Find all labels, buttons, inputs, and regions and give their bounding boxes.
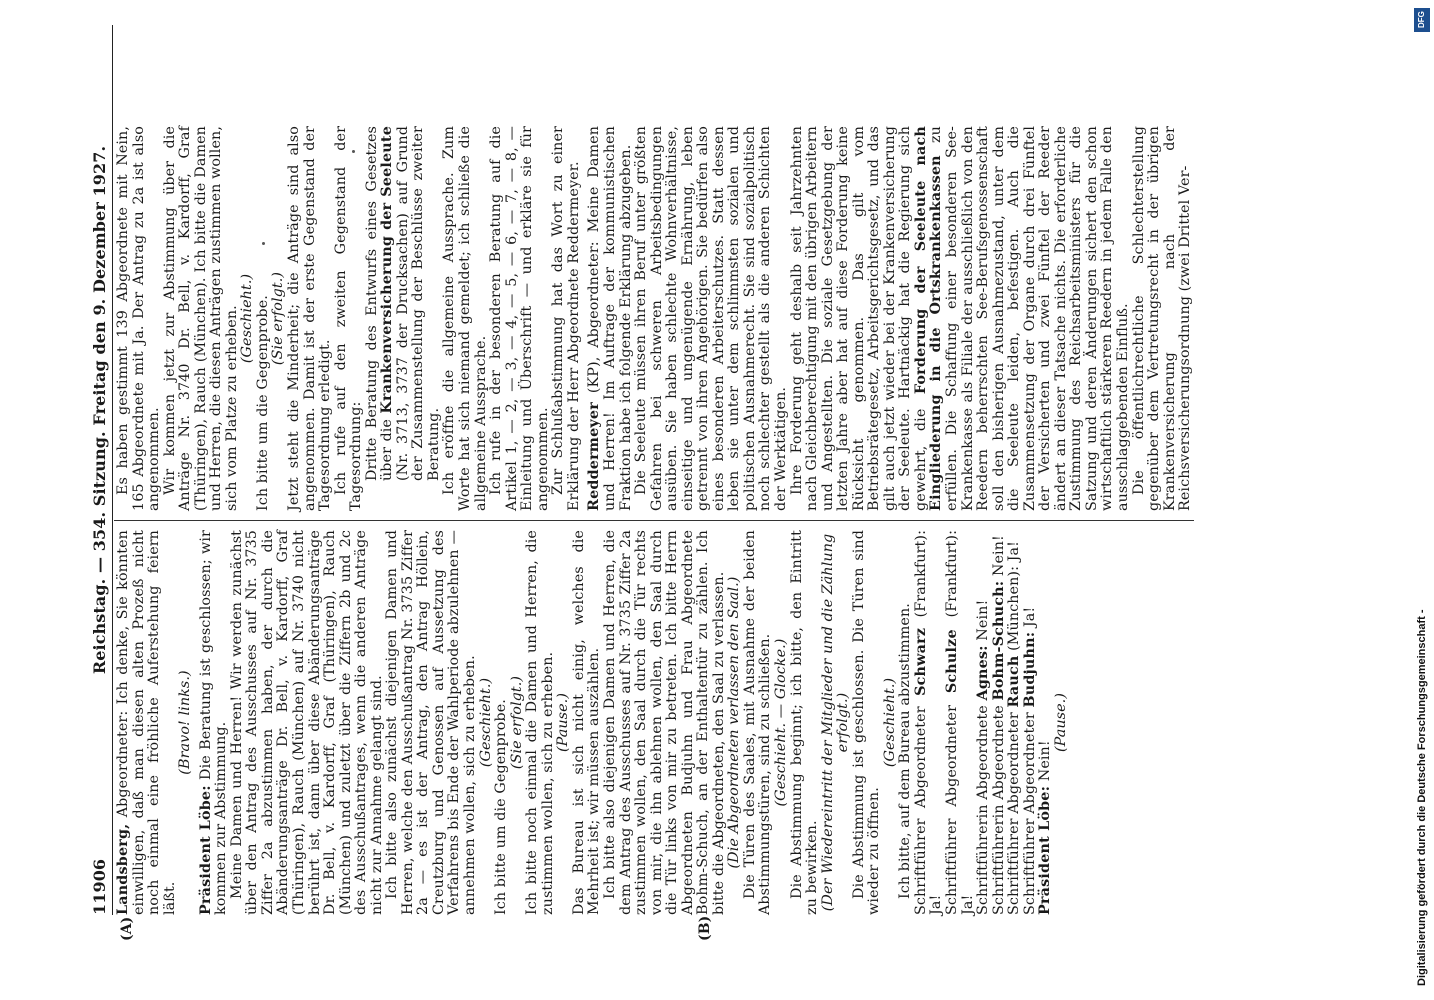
paragraph: Die Seeleute müssen ihren Beruf unter größten Gefahren bei schweren Arbeitsbedingungen ausüben. Sie haben schlechte Wohnverhältnisse, einseitige und ungenügende Ernährung, leben getrennt von ihren Angehörigen. Sie bedürfen also eines besonderen Arbeiterschutzes. Statt dessen leben sie unter dem schlimmsten sozialen und politischen Ausnahmerecht. Sie sind sozialpolitisch noch schlechter gestellt als die anderen Schichten der Werktätigen. bbox=[633, 126, 789, 511]
vote-line bbox=[992, 530, 1008, 915]
speaker-name: Landsberg, bbox=[115, 823, 131, 915]
speaker-name: Präsident Löbe: bbox=[197, 785, 214, 915]
speaker-name: Präsident Löbe: bbox=[1037, 785, 1054, 915]
vote-answer: (München): Ja! bbox=[1006, 541, 1023, 651]
right-column bbox=[116, 126, 1194, 511]
vote-role: Schriftführer Abgeordneter bbox=[912, 706, 929, 915]
speech-reddermeyer bbox=[587, 126, 634, 511]
margin-marker-b: (B) bbox=[697, 915, 713, 941]
paragraph: Es haben gestimmt 139 Abgeordnete mit Nein, 165 Abgeordnete mit Ja. Der Antrag zu 2a ist also angenommen. bbox=[115, 126, 163, 511]
dfg-note: Digitalisierung gefördert durch die Deutsche Forschungsgemeinschaft - bbox=[1416, 609, 1428, 986]
vote-line bbox=[914, 530, 945, 915]
speech-text: Ich denke, Sie könnten einwilligen, daß man diesen alten Prozeß nicht noch einmal eine fröhliche Auferstehung feiern läßt. bbox=[115, 530, 178, 915]
paragraph: Die Abstimmung beginnt; ich bitte, den Eintritt zu bewirken. bbox=[788, 530, 821, 915]
speech-landsberg bbox=[116, 530, 178, 915]
vote-role: Schriftführer Abgeordneter bbox=[1006, 712, 1023, 915]
agenda-topic: Krankenversicherung der Seeleute bbox=[379, 126, 396, 414]
emphasis: Forderung der Seeleute nach Eingliederung in die Ortskrankenkassen bbox=[912, 126, 945, 511]
speaker-name: Reddermeyer bbox=[586, 402, 603, 511]
vote-line bbox=[945, 530, 976, 915]
vote-name: Schulze bbox=[943, 629, 960, 694]
agenda-item bbox=[365, 126, 443, 511]
vote-name: Agnes: bbox=[975, 645, 992, 701]
stage-direction: (Sie erfolgt.) bbox=[508, 675, 525, 770]
dfg-logo: DFG bbox=[1414, 8, 1430, 32]
paragraph: Die öffentlichrechtliche Schlechterstellung gegenüber dem Vertretungsrecht in der übrigen Krankenversicherung nach der Reichsversicherungsordnung (zwei Drittel Ver- bbox=[1130, 126, 1194, 511]
margin-marker-d bbox=[698, 0, 714, 1]
speech-text: Die Beratung ist geschlossen; wir kommen zur Abstimmung. bbox=[197, 530, 230, 915]
paragraph: Jetzt steht die Minderheit; die Anträge sind also angenommen. Damit ist der erste Gegenstand der Tagesordnung erledigt. bbox=[286, 126, 334, 511]
paragraph: Das Bureau ist sich nicht einig, welches die Mehrheit ist; wir müssen auszählen. bbox=[570, 530, 603, 915]
dfg-note-strip bbox=[1412, 8, 1432, 992]
stage-direction: (Sie erfolgt.) bbox=[270, 271, 287, 366]
vote-role: Schriftführerin Abgeordnete bbox=[975, 705, 992, 915]
paragraph: Zur Schlußabstimmung hat das Wort zu einer Erklärung der Herr Abgeordnete Reddermeyer. bbox=[550, 126, 582, 511]
stage-direction: (Der Wiedereintritt der Mitglieder und die Zählung erfolgt.) bbox=[819, 533, 852, 912]
vote-line bbox=[976, 530, 992, 915]
paragraph: Meine Damen und Herren! Wir werden zunächst über den Antrag des Ausschusses auf Nr. 3735 Ziffer 2a abzustimmen haben, der durch die Abänderungsanträge Dr. Bell, v. Kardorff, Graf (Thüringen), Rauch (München) auf Nr. 3740 nicht berührt ist, dann über diese Abänderungsanträge Dr. Bell, v. Kardorff, Graf (Thüringen), Rauch (München) und zuletzt über die Ziffern 2b und 2c des Ausschußantrages, wenn die anderen Anträge nicht zur Annahme gelangt sind. bbox=[228, 530, 385, 915]
agenda-text: (Nr. 3713, 3737 der Drucksachen) auf Grund der Zusammenstellung der Beschlüsse zweiter Beratung. bbox=[394, 126, 442, 481]
stage-direction: (Pause.) bbox=[555, 693, 572, 753]
vote-answer: Ja! bbox=[1021, 606, 1038, 628]
margin-marker-c bbox=[120, 0, 136, 1]
header-rule bbox=[112, 25, 113, 915]
paragraph: Wir kommen jetzt zur Abstimmung über die Anträge Nr. 3740 Dr. Bell, v. Kardorff, Graf (Thüringen), Rauch (München). Ich bitte die Damen und Herren, die diesen Anträgen zustimmen wollen, sich vom Platze zu erheben. bbox=[161, 126, 240, 511]
vote-answer: Nein! bbox=[975, 599, 992, 641]
paragraph bbox=[790, 126, 1132, 511]
vote-role: Schriftführer Abgeordneter bbox=[1021, 712, 1038, 915]
vote-answer: (Frankfurt): Ja! bbox=[912, 530, 945, 915]
paragraph: Ich bitte also diejenigen Damen und Herren, die dem Antrag des Ausschusses auf Nr. 3735 Ziffer 2a zustimmen wollen, den Saal durch die Tür rechts von mir, die ihn ablehnen wollen, den Saal durch die Tür links von mir zu betreten. Ich bitte Herrn Abgeordneten Budjuhn und Frau Abgeordnete Bohm-Schuch, an der Enthaltentür zu zählen. Ich bitte die Abgeordneten, den Saal zu verlassen. bbox=[601, 530, 727, 915]
paragraph: Ich rufe auf den zweiten Gegenstand der Tagesordnung: bbox=[332, 126, 365, 511]
rotated-protocol-page bbox=[90, 25, 1310, 941]
vote-answer: Nein! bbox=[990, 535, 1007, 577]
left-column bbox=[116, 530, 1069, 915]
paragraph: Ich eröffne die allgemeine Aussprache. Zum Worte hat sich niemand gemeldet; ich schließe die allgemeine Aussprache. bbox=[441, 126, 489, 511]
speaker-role: Abgeordneter: bbox=[115, 710, 131, 818]
interjection: (Bravo! links.) bbox=[177, 670, 194, 775]
speech-president bbox=[199, 530, 230, 915]
stage-direction: (Die Abgeordneten verlassen den Saal.) bbox=[726, 576, 743, 869]
margin-marker-a: (A) bbox=[119, 916, 135, 941]
paragraph-text: Ihre Forderung geht deshalb seit Jahrzehnten nach Gleichberechtigung mit den übrigen Arbeitern und Angestellten. Die soziale Gesetzgebung der letzten Jahre aber hat auf diese Forderung keine Rücksicht genommen. Das gilt vom Betriebsrätegesetz, Arbeitsgerichtsgesetz, und das gilt auch jetzt wieder bei der Krankenversicherung der Seeleute. Hartnäckig hat die Regierung sich gewehrt, die bbox=[788, 126, 929, 511]
speech-text: (KP), Abgeordneter: Meine Damen und Herren! Im Auftrage der kommunistischen Fraktion habe ich folgende Erklärung abzugeben. bbox=[586, 126, 634, 511]
stage-direction: (Geschieht.) bbox=[881, 677, 898, 768]
vote-name: Budjuhn: bbox=[1021, 631, 1038, 708]
vote-role: Schriftführerin Abgeordnete bbox=[990, 705, 1007, 915]
vote-answer: (Frankfurt): Ja! bbox=[943, 530, 976, 915]
scan-speck bbox=[262, 242, 265, 245]
paragraph: Ich bitte noch einmal die Damen und Herren, die zustimmen wollen, sich zu erheben. bbox=[524, 530, 556, 915]
paragraph: Ich bitte, auf dem Bureau abzustimmen. bbox=[897, 603, 914, 899]
vote-name: Rauch bbox=[1006, 655, 1023, 708]
paragraph: Die Abstimmung ist geschlossen. Die Türen sind wieder zu öffnen. bbox=[850, 530, 883, 915]
paragraph: Ich rufe in der besonderen Beratung auf die Artikel 1, — 2, — 3, — 4, — 5, — 6, — 7, — 8, — Einleitung und Überschrift — und erkläre sie für angenommen. bbox=[488, 126, 551, 511]
paragraph-text: zu erfüllen. Die Schaffung einer besonderen See-Krankenkasse als Filiale der ausschließlich von den Reedern beherrschten See-Berufsgenossenschaft soll den bisherigen Ausnahmezustand, unter dem die Seeleute leiden, befestigen. Auch die Zusammensetzung der Organe durch drei Fünftel der Versicherten und zwei Fünftel der Reeder ändert an dieser Tatsache nichts. Die erforderliche Zustimmung des Reichsarbeitsministers für die Satzung und deren Änderungen sichert den schon wirtschaftlich stärkeren Reedern in jedem Falle den ausschlaggebenden Einfluß. bbox=[928, 126, 1131, 511]
page-header bbox=[90, 25, 114, 915]
speech-president bbox=[1038, 530, 1054, 915]
stage-direction: (Pause.) bbox=[1052, 693, 1069, 753]
vote-role: Schriftführer Abgeordneter bbox=[943, 704, 960, 915]
vote-line bbox=[1007, 530, 1023, 915]
running-title: Reichstag. — 354. Sitzung. Freitag den 9. Dezember 1927. bbox=[90, 145, 109, 675]
vote-name: Bohm-Schuch: bbox=[990, 580, 1007, 701]
paragraph: Die Türen des Saales, mit Ausnahme der beiden Abstimmungstüren, sind zu schließen. bbox=[741, 530, 774, 915]
paragraph: Ich bitte um die Gegenprobe. bbox=[254, 295, 271, 511]
stage-direction: (Geschieht.) bbox=[477, 677, 494, 768]
paragraph: Ich bitte um die Gegenprobe. bbox=[493, 699, 510, 915]
agenda-text: Dritte Beratung des Entwurfs eines Gesetzes über die bbox=[363, 126, 396, 481]
column-separator bbox=[114, 520, 1194, 521]
paragraph: Ich bitte also zunächst diejenigen Damen und Herren, welche den Ausschußantrag Nr. 3735 Ziffer 2a — es ist der Antrag, den Antrag Höllein, Creutzburg und Genossen auf Aussetzung des Verfahrens bis Ende der Wahlperiode abzulehnen — annehmen wollen, sich zu erheben. bbox=[384, 530, 479, 915]
vote-line bbox=[1023, 530, 1039, 915]
stage-direction: (Geschieht.) bbox=[239, 273, 256, 364]
scan-speck bbox=[352, 150, 355, 153]
vote-name: Schwarz bbox=[912, 627, 929, 696]
speech-text: Nein! bbox=[1037, 740, 1054, 782]
page-number: 11906 bbox=[90, 858, 109, 915]
stage-direction: (Geschieht. — Glocke.) bbox=[772, 638, 789, 807]
